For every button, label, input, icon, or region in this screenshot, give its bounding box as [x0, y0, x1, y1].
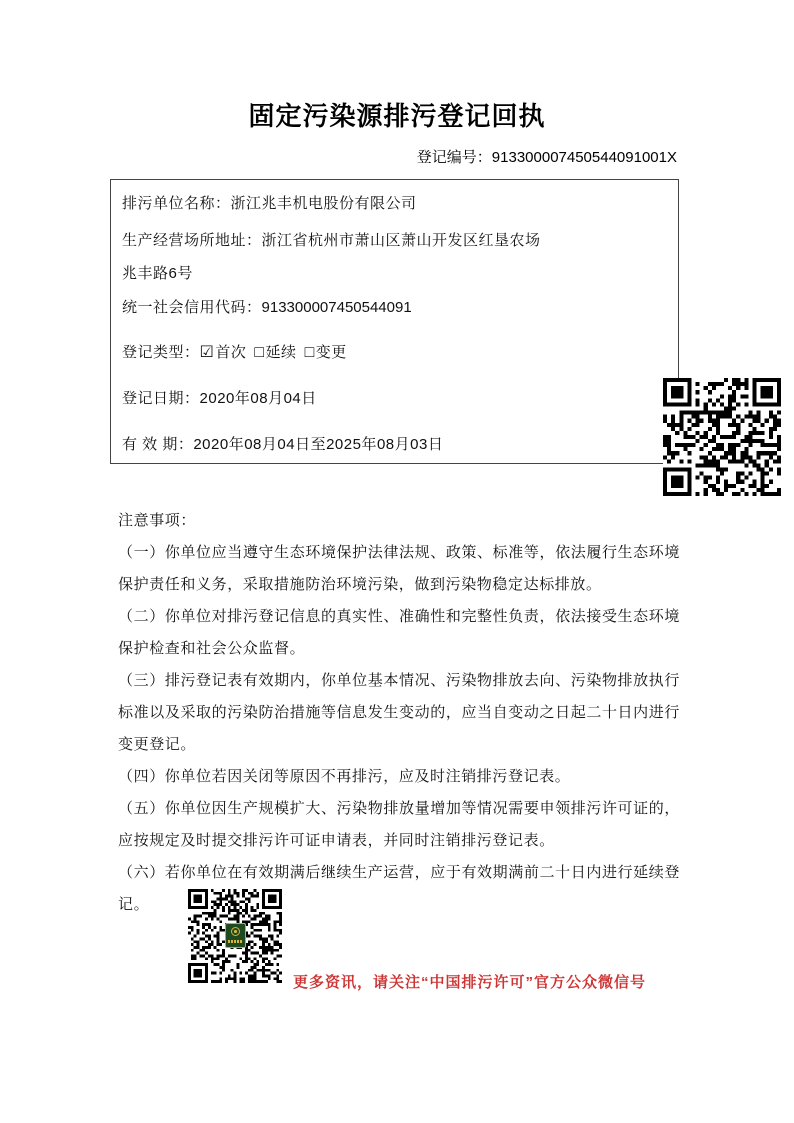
reg-type-option-first	[200, 344, 247, 361]
reg-type-option-renewal	[254, 344, 296, 361]
note-item-6: （六）若你单位在有效期满后继续生产运营，应于有效期满前二十日内进行延续登记。	[118, 864, 680, 913]
unchecked-checkbox-icon: □	[304, 344, 315, 361]
registration-number-value: 913300007450544091001X	[491, 149, 677, 166]
valid-period-label: 有 效 期：	[122, 436, 194, 453]
registration-date-label: 登记日期：	[122, 390, 200, 407]
reg-type-option-first-label: 首次	[215, 344, 247, 361]
address-row	[122, 224, 554, 290]
logo-text-bar	[228, 940, 243, 943]
registration-number-label: 登记编号：	[416, 149, 492, 166]
registration-date-row	[122, 382, 554, 415]
checked-checkbox-icon: ☑	[199, 344, 215, 361]
notes-heading: 注意事项：	[118, 512, 197, 529]
footer-caption: 更多资讯，请关注“中国排污许可”官方公众微信号	[293, 974, 647, 991]
note-item-3: （三）排污登记表有效期内，你单位基本情况、污染物排放去向、污染物排放执行标准以及采取的污染防治措施等信息发生变动的，应当自变动之日起二十日内进行变更登记。	[118, 672, 680, 753]
note-item-5: （五）你单位因生产规模扩大、污染物排放量增加等情况需要申领排污许可证的，应按规定及时提交排污许可证申请表，并同时注销排污登记表。	[118, 800, 680, 849]
valid-period-row	[122, 428, 554, 461]
note-item-2: （二）你单位对排污登记信息的真实性、准确性和完整性负责，依法接受生态环境保护检查和社会公众监督。	[118, 608, 680, 657]
registration-qr-code	[663, 378, 781, 496]
unchecked-checkbox-icon: □	[254, 344, 265, 361]
registration-date-value: 2020年08月04日	[199, 390, 317, 407]
unit-name-value: 浙江兆丰机电股份有限公司	[230, 195, 417, 212]
wechat-qr-center-logo	[225, 923, 246, 948]
emblem-icon	[231, 927, 240, 936]
credit-code-value: 913300007450544091	[261, 299, 412, 316]
credit-code-row	[122, 291, 554, 324]
page-title: 固定污染源排污登记回执	[248, 101, 546, 131]
registration-type-label: 登记类型：	[122, 344, 200, 361]
valid-period-value: 2020年08月04日至2025年08月03日	[193, 436, 444, 453]
address-value: 浙江省杭州市萧山区萧山开发区红垦农场兆丰路6号	[122, 232, 541, 282]
credit-code-label: 统一社会信用代码：	[122, 299, 262, 316]
unit-name-label: 排污单位名称：	[122, 195, 231, 212]
reg-type-option-change	[305, 344, 347, 361]
notes-section	[118, 505, 680, 921]
registration-info-box	[110, 179, 679, 464]
reg-type-option-change-label: 变更	[315, 344, 347, 361]
note-item-4: （四）你单位若因关闭等原因不再排污，应及时注销排污登记表。	[118, 768, 571, 785]
wechat-qr-code	[188, 889, 282, 983]
registration-type-row	[122, 336, 554, 369]
address-label: 生产经营场所地址：	[122, 232, 262, 249]
note-item-1: （一）你单位应当遵守生态环境保护法律法规、政策、标准等，依法履行生态环境保护责任和义务，采取措施防治环境污染，做到污染物稳定达标排放。	[118, 544, 680, 593]
registration-number-line	[417, 146, 677, 167]
unit-name-row	[122, 187, 554, 220]
reg-type-option-renewal-label: 延续	[265, 344, 297, 361]
